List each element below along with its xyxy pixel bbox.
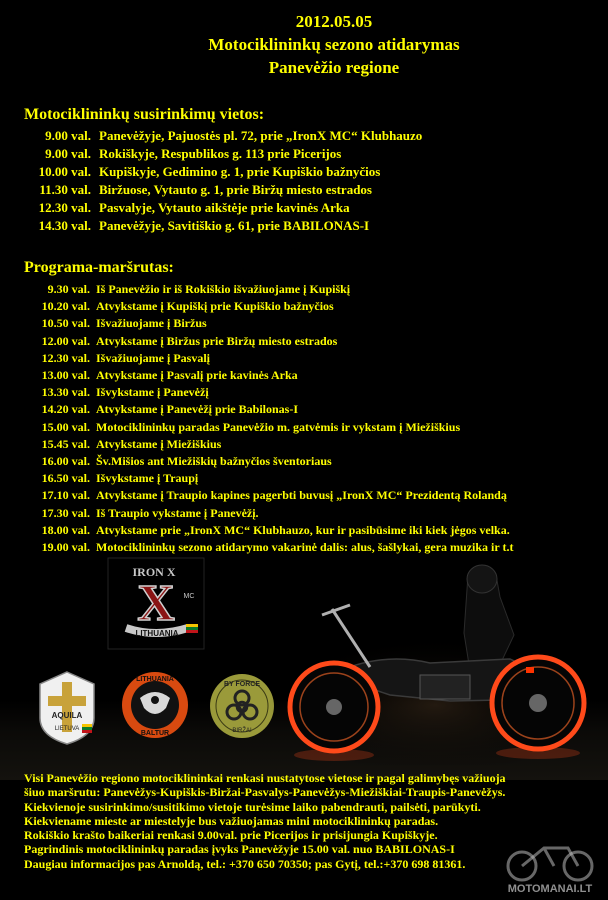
biohazard-logo [208, 672, 276, 740]
program-text: Motociklininkų paradas Panevėžio m. gatvėmis ir vykstam į Miežiškius [96, 419, 461, 434]
list-item [24, 453, 608, 470]
meeting-place: Pasvalyje, Vytauto aikštėje prie kavinės Arka [99, 200, 350, 215]
program-time: 15.00 val. [41, 419, 90, 434]
program-time: 10.20 val. [41, 299, 90, 314]
aquila-logo [36, 670, 98, 746]
list-item [24, 333, 608, 350]
program-text: Motociklininkų sezono atidarymo vakarinė dalis: alus, šašlykai, gera muzika ir t.t [96, 540, 514, 555]
meeting-time: 9.00 val. [45, 146, 91, 161]
ironx-mc-text: MC [183, 593, 195, 600]
meeting-place: Rokiškyje, Respublikos g. 113 prie Picerijos [99, 146, 342, 161]
list-item [24, 127, 604, 145]
program-text: Išvažiuojame į Pasvalį [96, 350, 210, 365]
footer-line: Pagrindinis motociklininkų paradas įvyks Panevėžyje 15.00 val. nuo BABILONAS-I [24, 842, 455, 857]
list-item [24, 145, 604, 163]
meeting-time: 9.00 val. [45, 128, 91, 143]
event-title: Motociklininkų sezono atidarymas [208, 35, 460, 54]
footer-line: šiuo maršrutu: Panevėžys-Kupiškis-Biržai-Pasvalys-Panevėžys-Miežiškiai-Traupis-Panevėžys. [24, 785, 506, 800]
meeting-list [24, 127, 604, 235]
program-time: 16.50 val. [41, 471, 90, 486]
program-time: 9.30 val. [47, 282, 90, 296]
watermark-logo [494, 826, 604, 896]
program-time: 17.10 val. [41, 488, 90, 503]
program-time: 10.50 val. [41, 316, 90, 331]
meeting-title: Motociklininkų susirinkimų vietos: [24, 106, 265, 123]
motorcycle-photo [270, 555, 600, 765]
list-item [24, 298, 608, 315]
meeting-place: Panevėžyje, Pajuostės pl. 72, prie „IronX MC“ Klubhauzo [99, 128, 423, 143]
footer-line: Daugiau informacijos pas Arnoldą, tel.: +370 650 70350; pas Gytį, tel.:+370 698 81361. [24, 856, 466, 871]
event-date: 2012.05.05 [295, 12, 373, 31]
program-time: 18.00 val. [41, 522, 90, 537]
program-text: Išvažiuojame į Biržus [96, 316, 207, 331]
list-item [24, 163, 604, 181]
program-text: Iš Panevėžio ir iš Rokiškio išvažiuojame į Kupiškį [96, 282, 351, 296]
aquila-bottom-text: LIETUVA [54, 726, 80, 732]
meeting-time: 12.30 val. [38, 200, 91, 215]
footer-line: Kiekviename mieste ar miestelyje bus važiuojamas mini motociklininkų paradas. [24, 813, 439, 828]
bio-top-text: BY FORCE [223, 681, 261, 688]
list-item [24, 281, 608, 298]
program-time: 12.30 val. [41, 350, 90, 365]
list-item [24, 401, 608, 418]
list-item [24, 522, 608, 539]
program-text: Atvykstame į Miežiškius [96, 436, 222, 451]
ironx-bottom-text: LITHUANIA [135, 629, 179, 638]
program-time: 12.00 val. [41, 333, 90, 348]
list-item [24, 315, 608, 332]
program-time: 17.30 val. [41, 505, 90, 520]
list-item [24, 487, 608, 504]
aquila-top-text: AQUILA [51, 711, 83, 720]
program-time: 19.00 val. [41, 540, 90, 555]
program-time: 14.20 val. [41, 402, 90, 417]
list-item [24, 470, 608, 487]
list-item [24, 505, 608, 522]
eagle-top-text: LITHUANIA [136, 676, 174, 683]
list-item [24, 199, 604, 217]
meeting-time: 10.00 val. [38, 164, 91, 179]
program-text: Atvykstame prie „IronX MC“ Klubhauzo, kur ir pasibūsime iki kiek jėgos velka. [96, 522, 510, 537]
meeting-place: Biržuose, Vytauto g. 1, prie Biržų miesto estrados [99, 182, 372, 197]
program-text: Iš Traupio vykstame į Panevėžį. [96, 505, 259, 520]
program-time: 13.30 val. [41, 385, 90, 400]
meeting-time: 11.30 val. [39, 182, 91, 197]
event-region: Panevėžio regione [268, 58, 400, 77]
footer-line: Rokiškio krašto baikeriai renkasi 9.00val. prie Picerijos ir prisijungia Kupiškyje. [24, 828, 438, 843]
watermark-text: MOTOMANAI.LT [507, 883, 593, 895]
program-text: Atvykstame į Pasvalį prie kavinės Arka [96, 368, 298, 383]
eagle-bottom-text: BALTUR [140, 730, 170, 737]
list-item [24, 181, 604, 199]
meeting-time: 14.30 val. [38, 218, 91, 233]
footer-line: Visi Panevėžio regiono motociklininkai renkasi nustatytose vietose ir pagal galimybęs važiuoja [24, 771, 506, 785]
program-text: Atvykstame į Kupiškį prie Kupiškio bažnyčios [96, 299, 334, 314]
bio-bottom-text: BIRŽAI [232, 728, 252, 734]
meeting-place: Panevėžyje, Savitiškio g. 61, prie BABILONAS-I [99, 218, 370, 233]
list-item [24, 217, 604, 235]
list-item [24, 350, 608, 367]
list-item [24, 367, 608, 384]
program-text: Atvykstame į Traupio kapines pagerbti buvusį „IronX MC“ Prezidentą Rolandą [96, 488, 507, 503]
list-item [24, 419, 608, 436]
program-time: 16.00 val. [41, 454, 90, 469]
ironx-mark: X [137, 575, 175, 632]
program-text: Išvykstame į Traupį [96, 471, 199, 486]
program-list [24, 281, 608, 556]
list-item [24, 384, 608, 401]
ironx-top-text: IRON X [132, 565, 176, 579]
program-text: Atvykstame į Panevėžį prie Babilonas-I [96, 402, 298, 417]
header [0, 10, 608, 79]
program-title: Programa-maršrutas: [24, 259, 174, 276]
ironx-logo [106, 556, 206, 651]
program-text: Šv.Mišios ant Miežiškių bažnyčios šventoriaus [96, 454, 332, 469]
list-item [24, 436, 608, 453]
list-item [24, 539, 608, 556]
meeting-place: Kupiškyje, Gedimino g. 1, prie Kupiškio bažnyčios [99, 164, 381, 179]
eagle-club-logo [120, 668, 190, 742]
program-text: Išvykstame į Panevėžį [96, 385, 209, 400]
program-time: 15.45 val. [41, 436, 90, 451]
program-time: 13.00 val. [41, 368, 90, 383]
program-text: Atvykstame į Biržus prie Biržų miesto estrados [96, 333, 338, 348]
footer-line: Kiekvienoje susirinkimo/susitikimo vietoje turėsime laiko pabendrauti, pailsėti, parūkyti. [24, 799, 481, 814]
